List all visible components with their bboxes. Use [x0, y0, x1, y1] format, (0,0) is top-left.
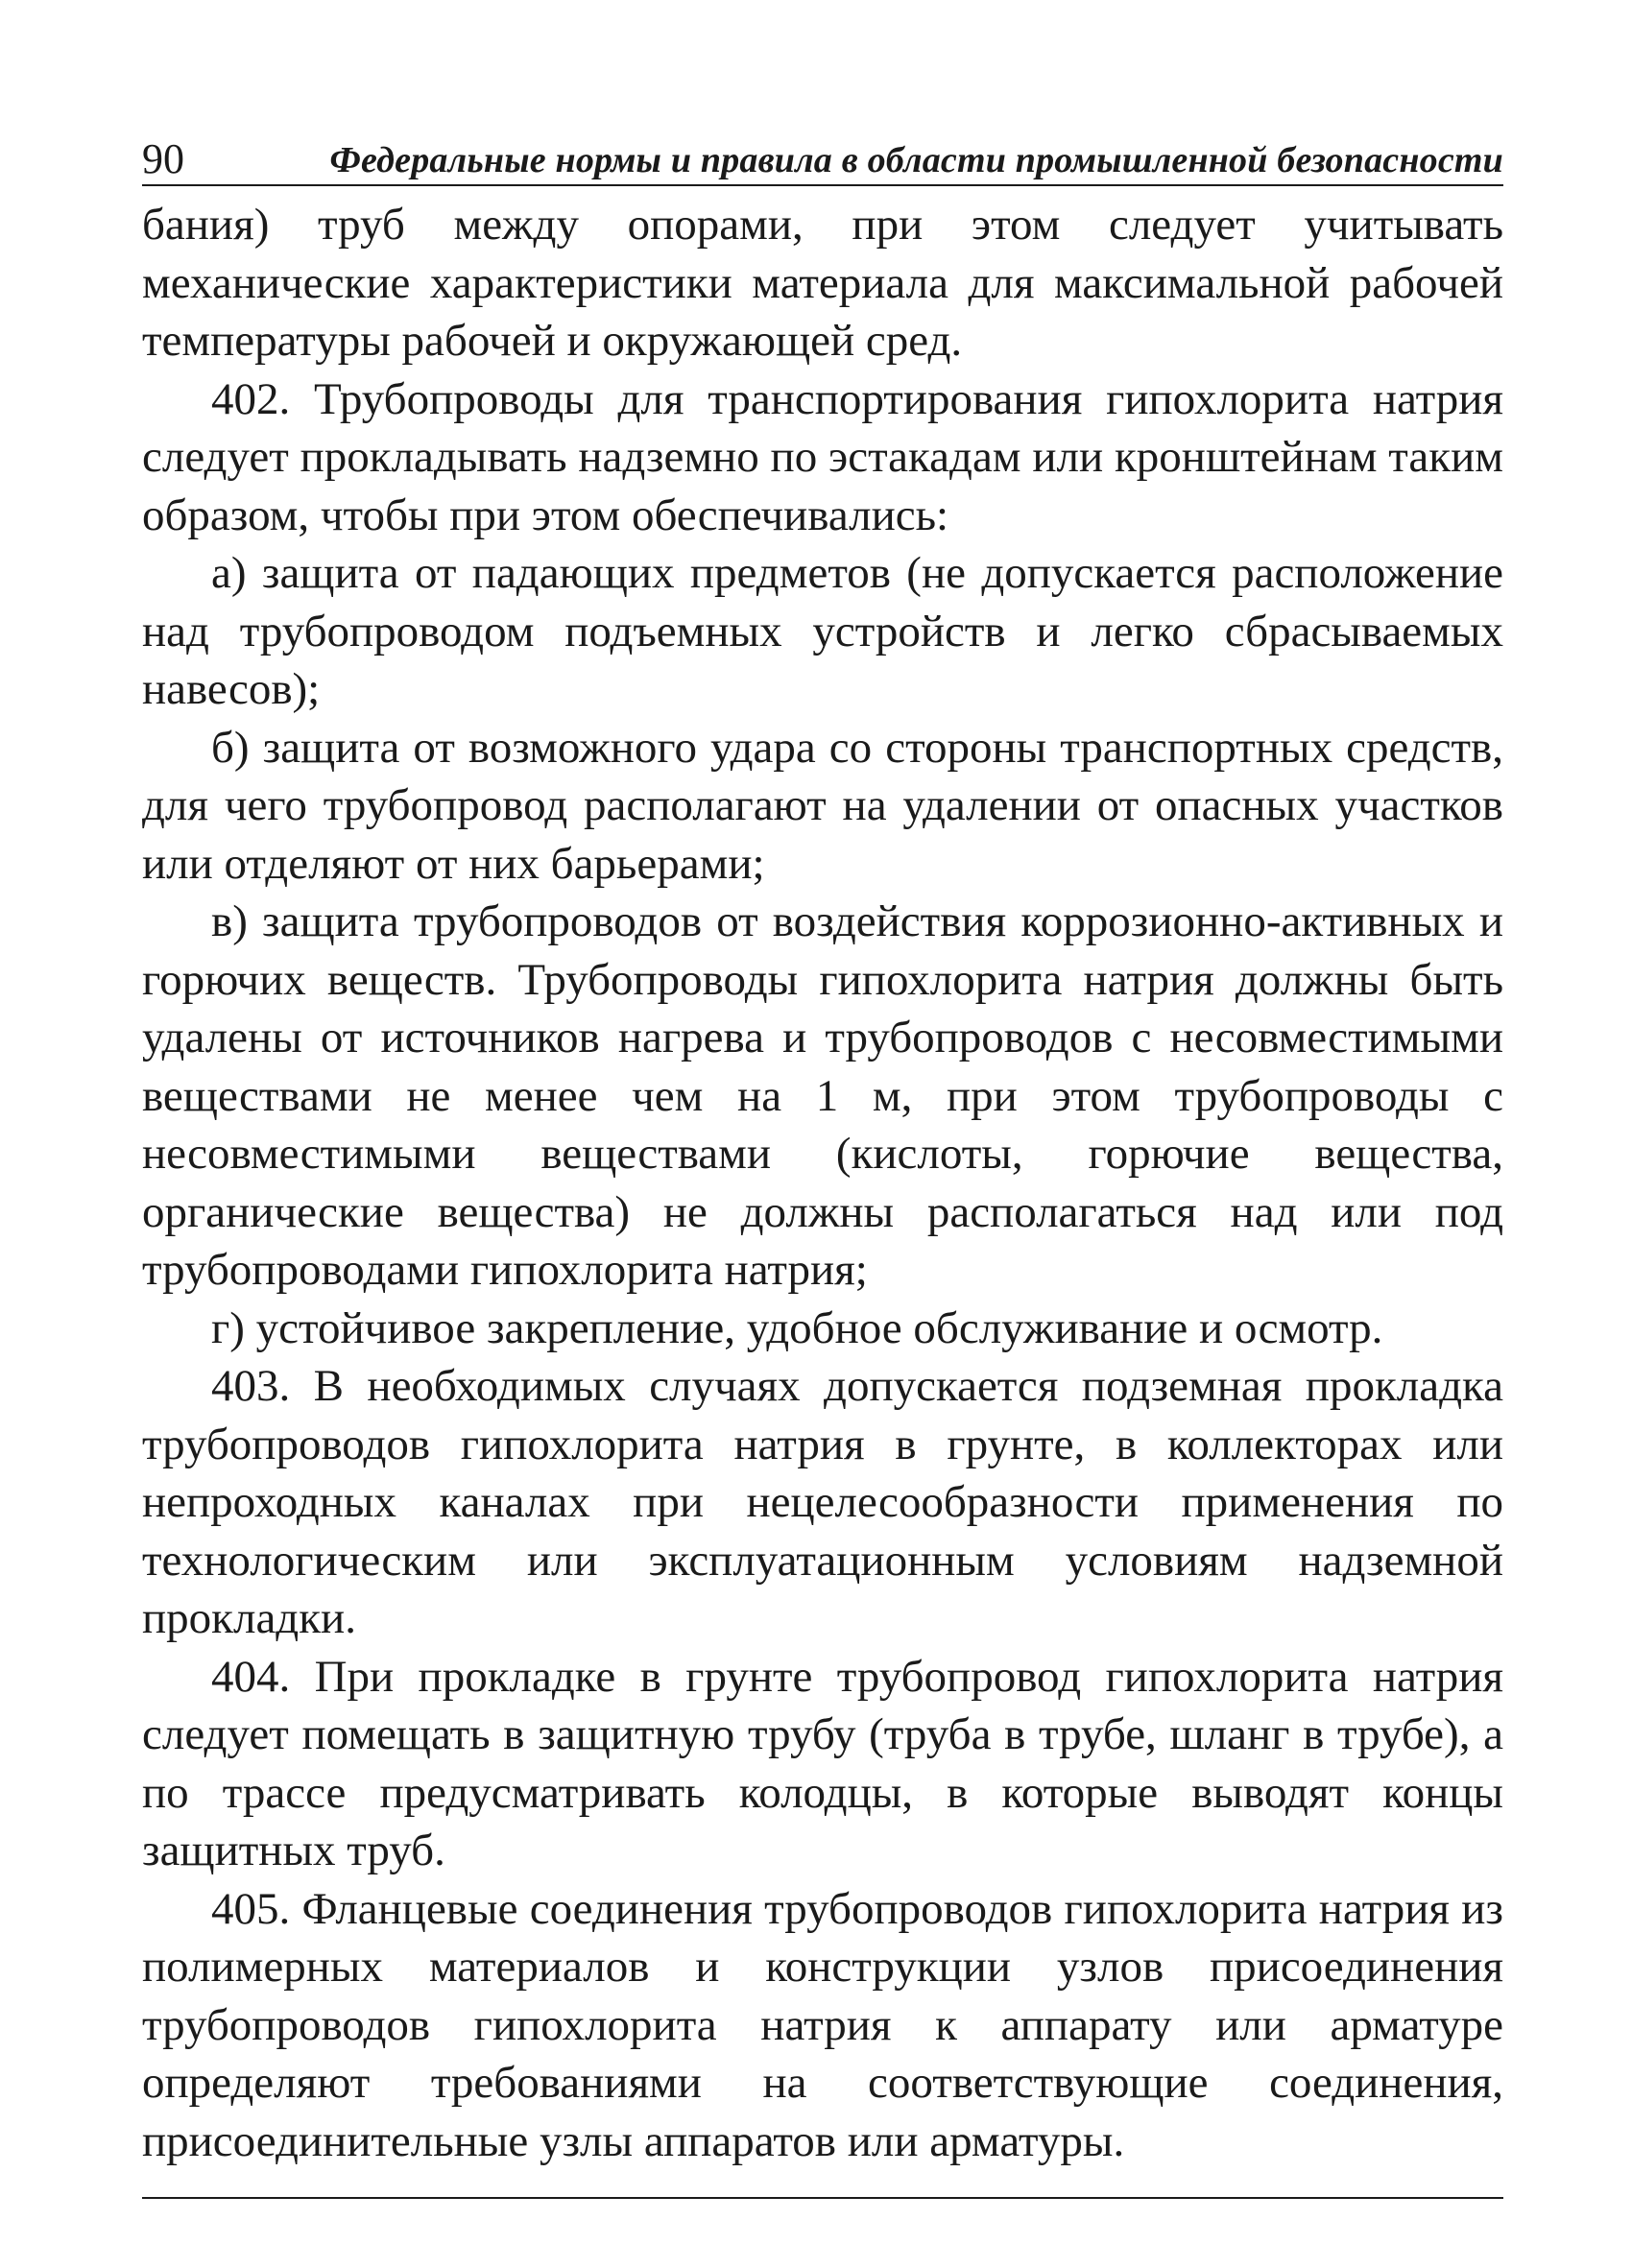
page-number: 90 [142, 135, 184, 182]
running-header [142, 125, 1503, 186]
paragraph-continuation: бания) труб между опорами, при этом следует учитывать механические характеристики материала для максимальной рабочей температуры рабочей и окружающей сред. [142, 200, 1503, 366]
paragraph-405: 405. Фланцевые соединения трубопроводов гипохлорита натрия из полимерных материалов и конструкции узлов присоединения трубопроводов гипохлорита натрия к аппарату или арматуре определяют требованиями на соответствующие соединения, присоединительные узлы аппаратов или арматуры. [142, 1883, 1503, 2166]
bottom-rule [142, 2197, 1503, 2199]
paragraph-403: 403. В необходимых случаях допускается подземная прокладка трубопроводов гипохлорита натрия в грунте, в коллекторах или непроходных каналах при нецелесообразности применения по технологическим или эксплуатационным условиям надземной прокладки. [142, 1361, 1503, 1643]
paragraph-402-b: б) защита от возможного удара со стороны транспортных средств, для чего трубопровод располагают на удалении от опасных участков или отделяют от них барьерами; [142, 722, 1503, 889]
paragraph-402: 402. Трубопроводы для транспортирования гипохлорита натрия следует прокладывать надземно по эстакадам или кронштейнам таким образом, чтобы при этом обеспечивались: [142, 373, 1503, 540]
paragraph-402-a: а) защита от падающих предметов (не допускается расположение над трубопроводом подъемных устройств и легко сбрасываемых навесов); [142, 548, 1503, 714]
paragraph-402-g: г) устойчивое закрепление, удобное обслуживание и осмотр. [211, 1302, 1383, 1353]
paragraph-404: 404. При прокладке в грунте трубопровод гипохлорита натрия следует помещать в защитную трубу (труба в трубе, шланг в трубе), а по трассе предусматривать колодцы, в которые выводят концы защитных труб. [142, 1651, 1503, 1875]
body-text [142, 196, 1503, 2170]
header-title: Федеральные нормы и правила в области промышленной безопасности [329, 140, 1503, 180]
document-page [142, 125, 1503, 2199]
paragraph-402-v: в) защита трубопроводов от воздействия коррозионно-активных и горючих веществ. Трубопроводы гипохлорита натрия должны быть удалены от источников нагрева и трубопроводов с несовместимыми веществами не менее чем на 1 м, при этом трубопроводы с несовместимыми веществами (кислоты, горючие вещества, органические вещества) не должны располагаться над или под трубопроводами гипохлорита натрия; [142, 896, 1503, 1295]
